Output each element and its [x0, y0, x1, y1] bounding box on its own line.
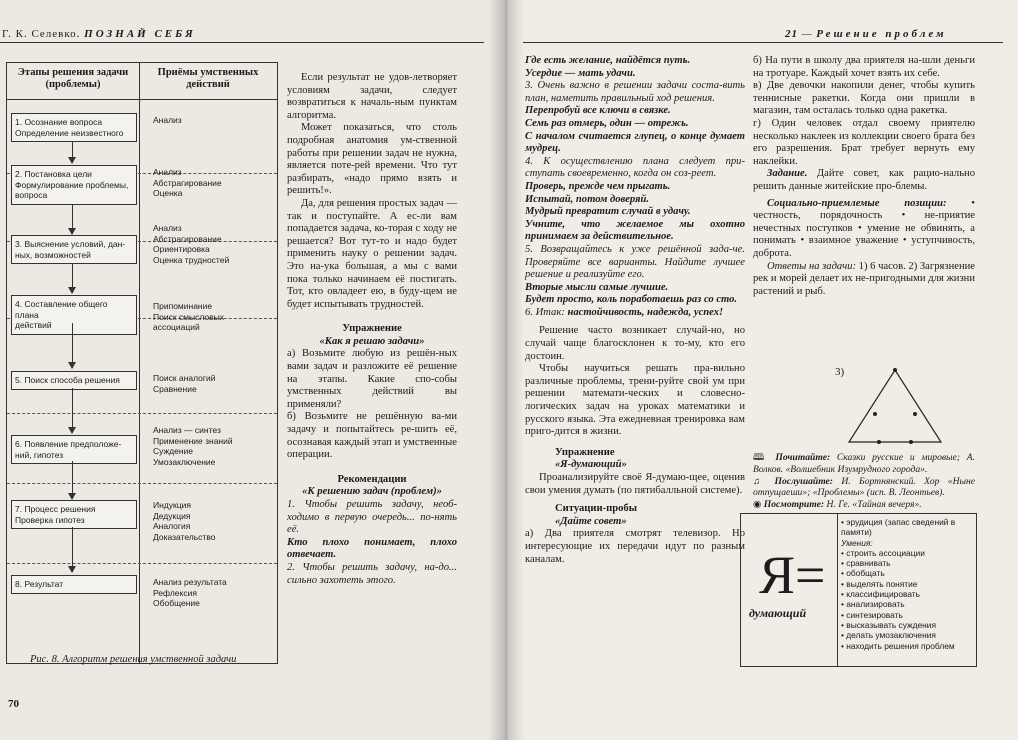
paragraph: Да, для решения простых задач — так и поступайте. А ес-ли вам попадается задача, ко-торая с ходу не решается? Вот тут-то и надо будет применить науку о решении задач. Это на-ука большая, а мы с вами пока только начинаем её постигать. Тот, кто овладеет ею, в буду-щем не будет испытывать трудностей. — [287, 197, 457, 310]
methods-list: Анализ — синтез Применение знаний Суждение Умозаключение — [153, 425, 233, 467]
table-col1-header: Этапы решения задачи (проблемы) — [17, 67, 129, 90]
left-text-column — [287, 72, 457, 587]
box-big-letter: Я= — [759, 545, 826, 605]
eye-icon: ◉ — [753, 499, 762, 511]
figure-caption: Рис. 8. Алгоритм решения умственной задачи — [30, 654, 237, 665]
advice-item: 5. Возвращайтесь к уже решённой зада-че. Проверяйте все варианты. Найдите лучшее решение и реализуйте его. — [525, 243, 745, 281]
paragraph: Проанализируйте своё Я-думаю-щее, оценив свои умения думать (по пятибалльной системе). — [525, 472, 745, 496]
situation-item: г) Один человек отдал своему приятелю несколько наклеек из коллекции своего брата без его разрешения. Брат требует вернуть ему наклейки. — [753, 117, 975, 167]
listen-label: Послушайте: — [774, 475, 834, 487]
header-book-title: ПОЗНАЙ СЕБЯ — [84, 28, 196, 40]
situations-title: Ситуации-пробы — [555, 503, 637, 515]
situation-item: а) Два приятеля смотрят телевизор. Но интересующие их передачи идут по разным каналам. — [525, 528, 745, 565]
flow-arrow — [72, 461, 73, 499]
skill-item: Умения: — [841, 537, 873, 548]
exercise-item: б) Возьмите не решённую ва-ми задачу и попытайтесь ре-шить её, осознавая каждый этап и умственные операции. — [287, 411, 457, 461]
situations-name: «Дайте совет» — [555, 515, 627, 527]
recommendations-name: «К решению задач (проблем)» — [302, 486, 442, 498]
proverb: Мудрый превратит случай в удачу. — [525, 206, 691, 218]
skill-item: • классифицировать — [841, 589, 921, 600]
book-icon: 🕮 — [753, 452, 769, 463]
table-divider — [139, 63, 140, 663]
task-label: Задание. — [767, 168, 808, 180]
flow-arrow — [72, 141, 73, 163]
recommendation-item: 2. Чтобы решить задачу, на-до... сильно захотеть этого. — [287, 561, 457, 586]
stage-box: 4. Составление общего плана действий — [11, 295, 137, 335]
triangle-shape — [849, 370, 941, 442]
table-header-rule — [7, 99, 277, 100]
algorithm-table — [6, 62, 278, 664]
methods-list: Анализ Абстрагирование Ориентировка Оценка трудностей — [153, 223, 230, 265]
methods-list: Индукция Дедукция Аналогия Доказательство — [153, 500, 216, 542]
proverb: Вторые мысли самые лучшие. — [525, 281, 669, 293]
header-section-title: Решение проблем — [816, 28, 947, 40]
proverb: Учните, что желаемое мы охотно принимаем за действительное. — [525, 218, 745, 243]
positions-text: • честность, порядочность • не-приятие нечестных поступков • умение не обвинять, а понимать • взаимное уважение • уступчивость, доброта. — [753, 197, 975, 259]
paragraph: Если результат не удов-летворяет условиям задачи, следует возвратиться к началь-ным пунктам алгоритма. — [287, 72, 457, 121]
methods-list: Поиск аналогий Сравнение — [153, 373, 216, 394]
read-label: Почитайте: — [775, 452, 831, 463]
skill-item: • сравнивать — [841, 558, 891, 569]
triangle-point — [877, 440, 881, 444]
listen-text: И. Бортнянский. Хор «Ныне отпущаеши»; «Проблемы» (исп. В. Леонтьев). — [753, 475, 976, 499]
stage-box: 7. Процесс решения Проверка гипотез — [11, 500, 137, 529]
answers-label: Ответы на задачи: — [767, 260, 856, 272]
triangle-point — [893, 368, 897, 372]
skill-item: • синтезировать — [841, 609, 903, 620]
box-divider — [837, 514, 838, 666]
exercise-name: «Я-думающий» — [555, 459, 627, 471]
watch-text: Н. Ге. «Тайная вечеря». — [826, 499, 922, 511]
suggestions-block — [753, 452, 975, 511]
stage-box: 1. Осознание вопроса Определение неизвестного — [11, 113, 137, 142]
methods-list: Припоминание Поиск смысловых ассоциаций — [153, 301, 225, 332]
proverb: Будет просто, коль поработаешь раз со сто. — [525, 294, 738, 306]
watch-label: Посмотрите: — [763, 499, 825, 511]
recommendations-title: Рекомендации — [337, 473, 407, 485]
proverb: Перепробуй все ключи в связке. — [525, 105, 671, 117]
header-rule — [0, 42, 484, 43]
proverb: Испытай, потом доверяй. — [525, 193, 650, 205]
skill-item: • находить решения проблем — [841, 640, 955, 651]
triangle-point — [873, 412, 877, 416]
advice-item: 4. К осуществлению плана следует при-ступать своевременно, когда он соз-реет. — [525, 155, 745, 180]
stage-box: 5. Поиск способа решения — [11, 371, 137, 390]
book-gutter — [488, 0, 524, 740]
methods-list: Анализ — [153, 115, 182, 125]
proverb: Семь раз отмерь, один — отрежь. — [525, 117, 689, 129]
skill-item: • делать умозаключения — [841, 630, 936, 641]
recommendation-item: 1. Чтобы решить задачу, необ-ходимо в первую очередь... по-нять её. — [287, 499, 457, 536]
paragraph: Решение часто возникает случай-но, но случай чаще благосклонен к то-му, кто его достоин. — [525, 325, 745, 362]
proverb: Усердие — мать удачи. — [525, 67, 636, 79]
paragraph: Может показаться, что столь подробная анатомия ум-ственной работы при решении задач не нужна, является поте-рей времени. Что тут разбирать, «надо прямо взять и решить!». — [287, 122, 457, 197]
right-text-column-1 — [525, 55, 745, 566]
paragraph: Чтобы научиться решать пра-вильно различные проблемы, трени-руйте свой ум при решении математи-ческих и словесно-логических задач на уроках математики и русского языка. Эта ежедневная тренировка вам приго-дится в жизни. — [525, 363, 745, 438]
page-number-left: 70 — [8, 698, 19, 710]
skills-list — [841, 517, 973, 651]
proverb: настойчивость, надежда, успех! — [567, 306, 724, 318]
right-header: 21 — Решение проблем — [785, 28, 947, 40]
advice-item: 6. Итак: — [525, 306, 565, 318]
triangle-figure — [845, 366, 945, 448]
stage-box: 2. Постановка цели Формулирование проблемы, вопроса — [11, 165, 137, 205]
skill-item: • эрудиция (запас сведений в памяти) — [841, 517, 956, 538]
proverb: Где есть желание, найдётся путь. — [525, 55, 691, 66]
row-divider — [7, 483, 277, 484]
stage-box: 8. Результат — [11, 575, 137, 594]
right-text-column-2 — [753, 55, 975, 298]
positions-label: Социально-приемлемые позиции: — [767, 197, 947, 209]
skill-item: • обобщать — [841, 568, 885, 579]
flow-arrow — [72, 323, 73, 368]
stage-box: 3. Выяснение условий, дан- ных, возможностей — [11, 235, 137, 264]
header-author: Г. К. Селевко. — [2, 28, 81, 40]
flow-arrow — [72, 204, 73, 234]
figure-label: 3) — [835, 366, 845, 378]
answers-text: 1) 6 часов. 2) Загрязнение рек и морей делает их не-пригодными для жизни растений и рыб. — [753, 260, 975, 297]
recommendation-proverb: Кто плохо понимает, плохо отвечает. — [287, 536, 457, 561]
proverb: С началом считается глупец, о конце думает мудрец. — [525, 130, 745, 155]
skill-item: • высказывать суждения — [841, 619, 936, 630]
note-icon: ♫ — [753, 475, 767, 487]
table-col2-header: Приёмы умственных действий — [157, 67, 259, 90]
triangle-point — [909, 440, 913, 444]
situation-item: в) Две девочки накопили денег, чтобы купить теннисные ракетки. Когда они пришли в магазин, там осталась только одна ракетка. — [753, 80, 975, 117]
methods-list: Анализ Абстрагирование Оценка — [153, 167, 222, 198]
skill-item: • выделять понятие — [841, 578, 918, 589]
flow-arrow — [72, 527, 73, 572]
task-text: Дайте совет, как рацио-нально решить данные житейские про-блемы. — [753, 168, 975, 192]
flow-arrow — [72, 263, 73, 293]
box-subtitle: думающий — [749, 606, 807, 620]
situation-item: б) На пути в школу два приятеля на-шли деньги на тротуаре. Каждый хочет взять их себе. — [753, 55, 975, 79]
header-rule — [523, 42, 1003, 43]
stage-box: 6. Появление предположе- ний, гипотез — [11, 435, 137, 464]
read-text: Сказки русские и мировые; А. Волков. «Волшебник Изумрудного города». — [753, 452, 975, 475]
exercise-title: Упражнение — [555, 446, 615, 458]
row-divider — [7, 563, 277, 564]
left-header — [2, 28, 196, 40]
skill-item: • анализировать — [841, 599, 905, 610]
exercise-item: а) Возьмите любую из решён-ных вами задач и разложите её решение на этапы. Какие спо-собы умственных действий вы применяли? — [287, 348, 457, 410]
exercise-title: Упражнение — [342, 323, 402, 335]
exercise-name: «Как я решаю задачи» — [319, 335, 425, 347]
left-page — [0, 0, 505, 740]
proverb: Проверь, прежде чем прыгать. — [525, 180, 671, 192]
advice-item: 3. Очень важно в решении задачи соста-вить план, наметить правильный ход решения. — [525, 80, 745, 104]
thinking-self-box — [740, 513, 977, 667]
flow-arrow — [72, 388, 73, 433]
methods-list: Анализ результата Рефлексия Обобщение — [153, 577, 227, 608]
skill-item: • строить ассоциации — [841, 547, 925, 558]
triangle-point — [913, 412, 917, 416]
header-section-number: 21 — [785, 28, 798, 40]
row-divider — [7, 413, 277, 414]
